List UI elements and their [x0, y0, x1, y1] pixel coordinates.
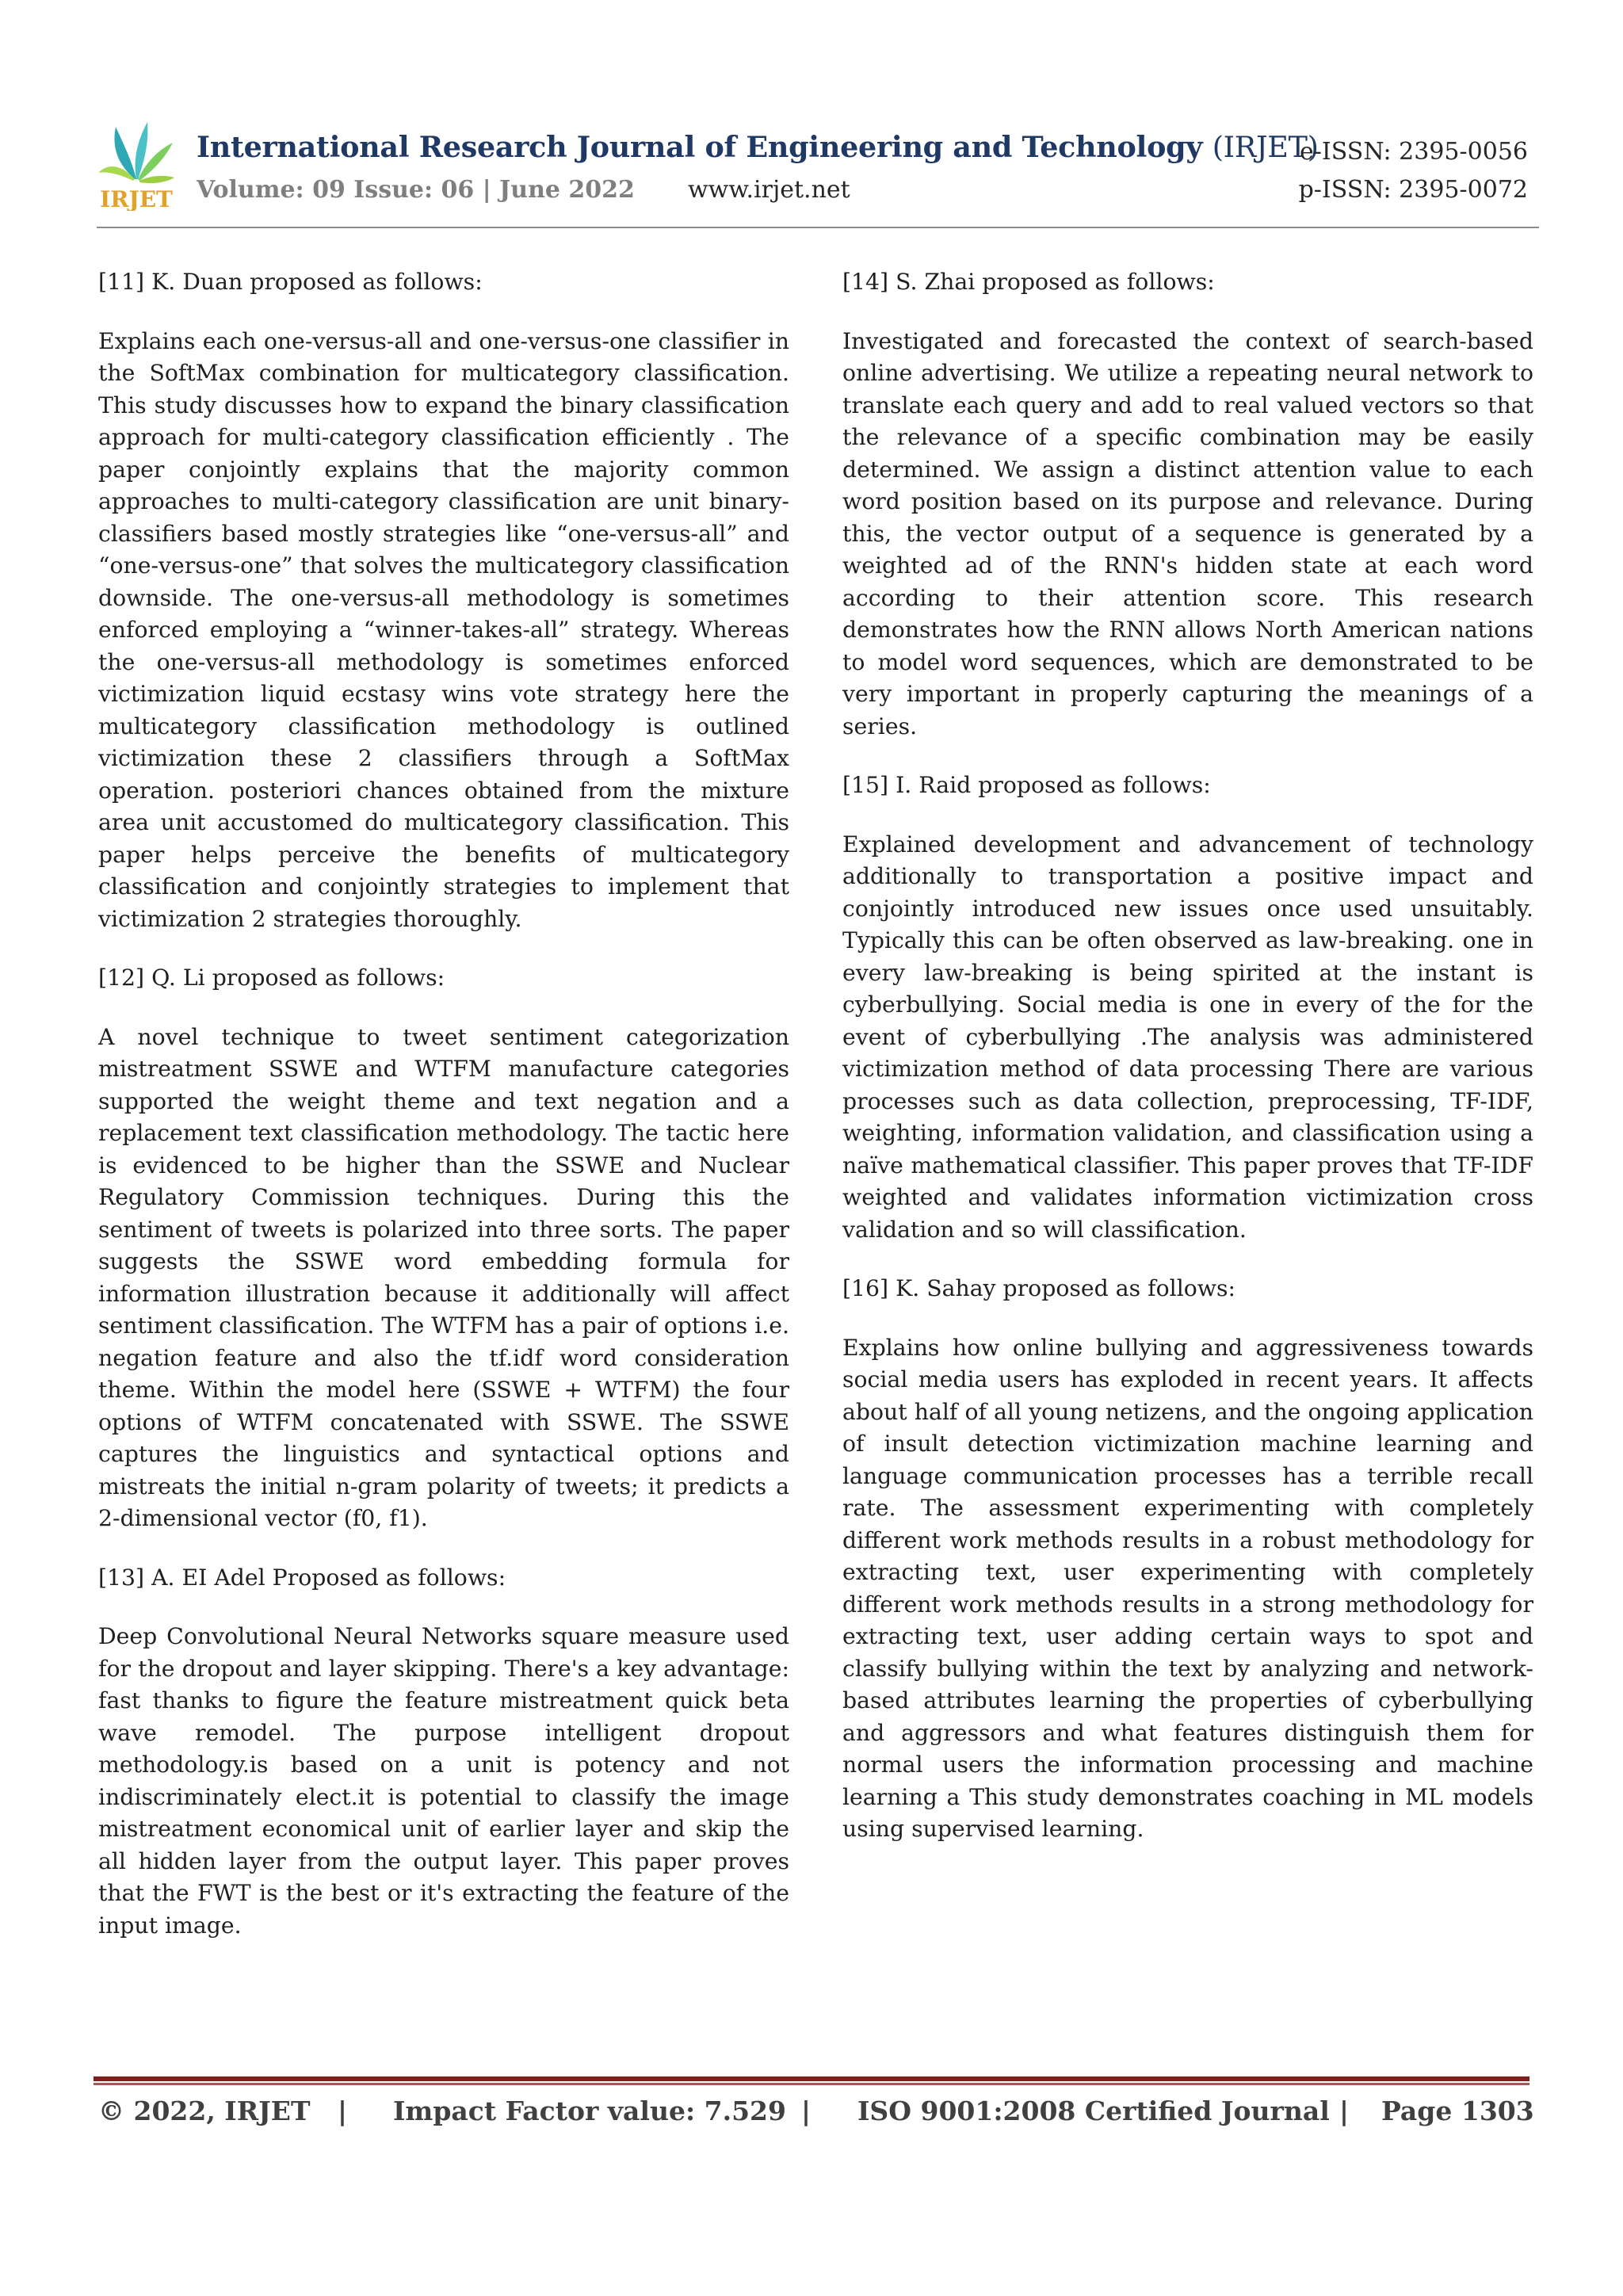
footer-divider [94, 2076, 1529, 2081]
volume-issue: Volume: 09 Issue: 06 | June 2022 [197, 176, 635, 204]
section-body-15: Explained development and advancement of technology additionally to transportation a positive impact and conjointly introduced new issues once used unsuitably. Typically this can be often observed as law-breaking. one in every law-breaking is being spirited at the instant is cyberbullying. Social media is one in every of the for the event of cyberbullying .The analysis was administered victimization method of data processing There are various processes such as data collection, preprocessing, TF-IDF, weighting, information validation, and classification using a naïve mathematical classifier. This paper proves that TF-IDF weighted and validates information victimization cross validation and so will classification. [842, 831, 1533, 1243]
irjet-logo-icon [97, 116, 176, 211]
footer-divider-accent [94, 2083, 1529, 2085]
website-link[interactable]: www.irjet.net [688, 176, 850, 204]
footer-separator: | [801, 2095, 812, 2126]
header-divider [97, 227, 1539, 228]
journal-abbr: (IRJET) [1212, 130, 1319, 164]
section-body-14: Investigated and forecasted the context of search-based online advertising. We utilize a repeating neural network to translate each query and add to real valued vectors so that the relevance of a specific combination may be easily determined. We assign a distinct attention value to each word position based on its purpose and relevance. During this, the vector output of a sequence is generated by a weighted ad of the RNN's hidden state at each word according to their attention score. This research demonstrates how the RNN allows North American nations to model word sequences, which are demonstrated to be very important in properly capturing the meanings of a series. [842, 327, 1533, 739]
section-heading-12: [12] Q. Li proposed as follows: [98, 965, 445, 991]
page-header [97, 116, 1539, 227]
footer-iso: ISO 9001:2008 Certified Journal [857, 2095, 1330, 2126]
page-footer [98, 2095, 1534, 2135]
journal-title-text: International Research Journal of Engineering and Technology [197, 130, 1203, 164]
footer-separator: | [1339, 2095, 1350, 2126]
section-heading-16: [16] K. Sahay proposed as follows: [842, 1275, 1236, 1301]
e-issn: e-ISSN: 2395-0056 [1300, 138, 1528, 166]
footer-impact-factor: Impact Factor value: 7.529 [393, 2095, 786, 2126]
journal-title [197, 130, 1319, 164]
right-column [842, 266, 1533, 1873]
section-heading-15: [15] I. Raid proposed as follows: [842, 772, 1211, 798]
section-body-11: Explains each one-versus-all and one-versus-one classifier in the SoftMax combination for multicategory classification. This study discusses how to expand the binary classification approach for multi-category classification efficiently . The paper conjointly explains that the majority common approaches to multi-category classification are unit binary-classifiers based mostly strategies like “one-versus-all” and “one-versus-one” that solves the multicategory classification downside. The one-versus-all methodology is sometimes enforced employing a “winner-takes-all” strategy. Whereas the one-versus-all methodology is sometimes enforced victimization liquid ecstasy wins vote strategy here the multicategory classification methodology is outlined victimization these 2 classifiers through a SoftMax operation. posteriori chances obtained from the mixture area unit accustomed do multicategory classification. This paper helps perceive the benefits of multicategory classification and conjointly strategies to implement that victimization 2 strategies thoroughly. [98, 327, 789, 932]
section-body-16: Explains how online bullying and aggressiveness towards social media users has exploded in recent years. It affects about half of all young netizens, and the ongoing application of insult detection victimization machine learning and language communication processes has a terrible recall rate. The assessment experimenting with completely different work methods results in a robust methodology for extracting text, user experimenting with completely different work methods results in a strong methodology for extracting text, user adding certain ways to spot and classify bullying within the text by analyzing and network-based attributes learning the properties of cyberbullying and aggressors and what features distinguish them for normal users the information processing and machine learning a This study demonstrates coaching in ML models using supervised learning. [842, 1334, 1533, 1842]
section-heading-13: [13] A. EI Adel Proposed as follows: [98, 1564, 506, 1591]
section-body-12: A novel technique to tweet sentiment categorization mistreatment SSWE and WTFM manufacture categories supported the weight theme and text negation and a replacement text classification methodology. The tactic here is evidenced to be higher than the SSWE and Nuclear Regulatory Commission techniques. During this the sentiment of tweets is polarized into three sorts. The paper suggests the SSWE word embedding formula for information illustration because it additionally will affect sentiment classification. The WTFM has a pair of options i.e. negation feature and also the tf.idf word consideration theme. Within the model here (SSWE + WTFM) the four options of WTFM concatenated with SSWE. The SSWE captures the linguistics and syntactical options and mistreats the initial n-gram polarity of tweets; it predicts a 2-dimensional vector (f0, f1). [98, 1023, 789, 1531]
section-heading-14: [14] S. Zhai proposed as follows: [842, 269, 1215, 295]
p-issn: p-ISSN: 2395-0072 [1298, 176, 1528, 204]
footer-copyright: © 2022, IRJET [98, 2095, 311, 2126]
footer-separator: | [338, 2095, 348, 2126]
logo-text: IRJET [100, 186, 173, 211]
left-column [98, 266, 789, 1969]
section-body-13: Deep Convolutional Neural Networks square measure used for the dropout and layer skipping. There's a key advantage: fast thanks to figure the feature mistreatment quick beta wave remodel. The purpose intelligent dropout methodology.is based on a unit is potency and not indiscriminately elect.it is potential to classify the image mistreatment economical unit of earlier layer and skip the all hidden layer from the output layer. This paper proves that the FWT is the best or it's extracting the feature of the input image. [98, 1623, 789, 1939]
footer-page-number: Page 1303 [1381, 2095, 1534, 2126]
section-heading-11: [11] K. Duan proposed as follows: [98, 269, 483, 295]
